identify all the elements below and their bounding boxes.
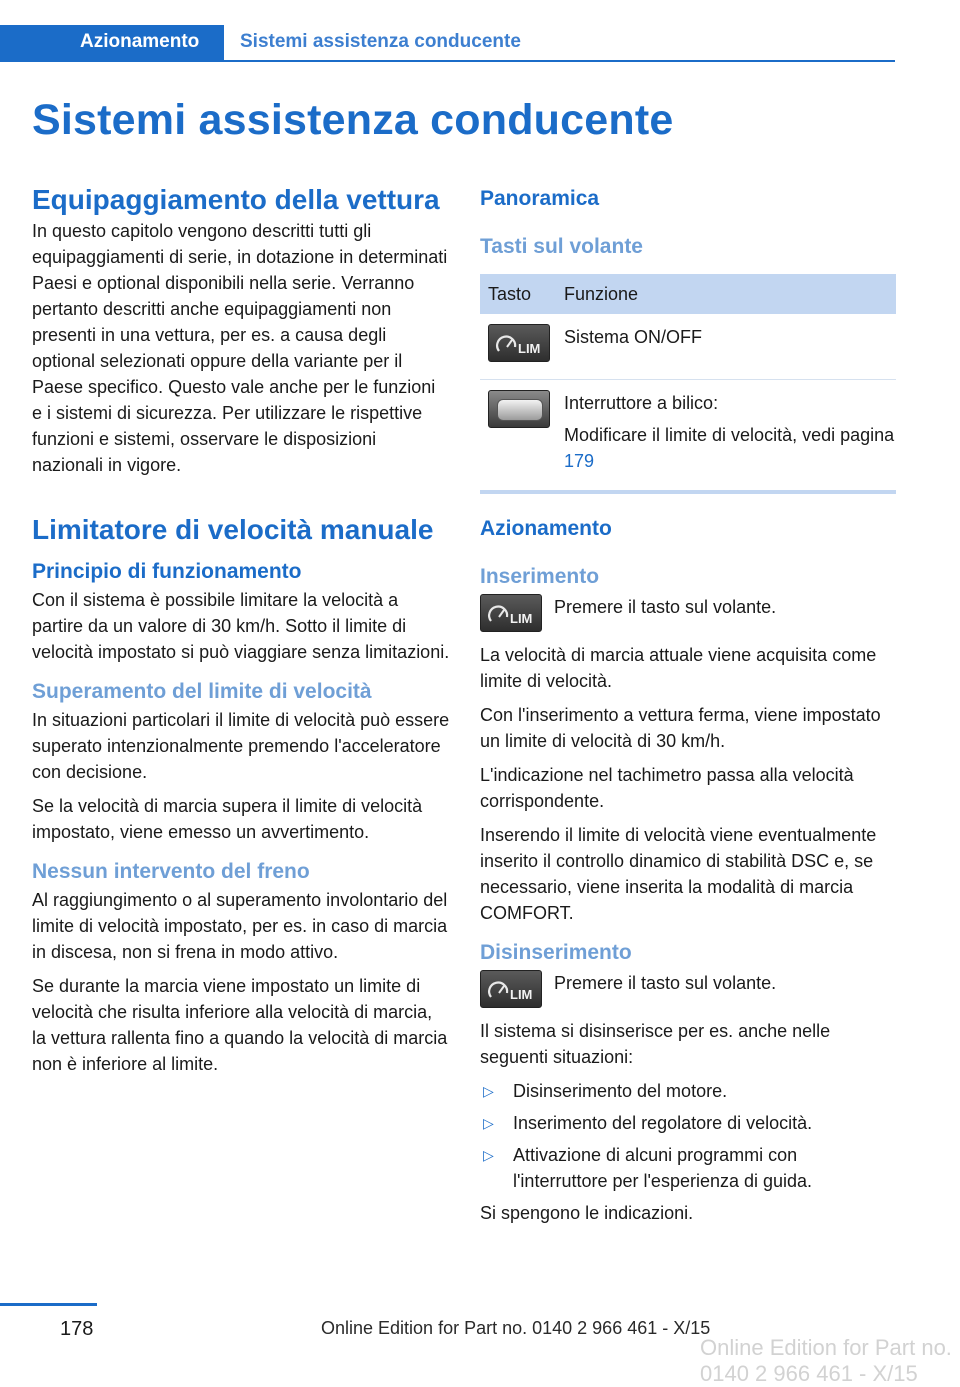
equipment-heading: Equipaggiamento della vettura <box>32 184 440 215</box>
running-header <box>0 0 960 62</box>
list-item-text: Inserimento del regolatore di velocità. <box>513 1113 813 1133</box>
table-row <box>480 380 896 493</box>
brake-text-1: Al raggiungimento o al superamento involontario del limite di velocità impostato, per es. in caso di marcia in discesa, non si frena in modo attivo. <box>32 890 448 962</box>
deactivation-text: Il sistema si disinserisce per es. anche nelle seguenti situazioni: <box>480 1021 831 1067</box>
closing-text: Si spengono le indicazioni. <box>480 1203 694 1223</box>
right-column <box>480 184 896 1234</box>
lim-button-icon <box>488 324 550 362</box>
svg-text:LIM: LIM <box>518 341 541 356</box>
table-header-key: Tasto <box>480 274 556 314</box>
watermark: Online Edition for Part no. 0140 2 966 461 - X/15 <box>700 1335 952 1386</box>
function-on-off: Sistema ON/OFF <box>564 327 703 347</box>
table-cell-key <box>480 380 556 493</box>
list-item <box>480 1142 896 1194</box>
keys-table <box>480 274 896 494</box>
activation-text-4: Inserendo il limite di velocità viene eventualmente inserito il controllo dinamico di stabilità DSC e, se necessario, viene inserita la modalità di marcia COMFORT. <box>480 825 877 923</box>
activation-text-3: L'indicazione nel tachimetro passa alla velocità corrispondente. <box>480 765 854 811</box>
list-item <box>480 1110 896 1136</box>
footer-rule <box>0 1303 97 1306</box>
deactivation-heading: Disinserimento <box>480 941 632 964</box>
function-rocker-desc-text: Modificare il limite di velocità, vedi pagina <box>564 425 895 445</box>
exceed-text-2: Se la velocità di marcia supera il limite di velocità impostato, viene emesso un avvertimento. <box>32 796 423 842</box>
principle-heading: Principio di funzionamento <box>32 560 302 583</box>
activation-text-2: Con l'inserimento a vettura ferma, viene impostato un limite di velocità di 30 km/h. <box>480 705 881 751</box>
svg-text:LIM: LIM <box>510 987 533 1002</box>
lim-button-icon <box>480 970 542 1008</box>
activation-heading: Inserimento <box>480 565 600 588</box>
exceed-text-1: In situazioni particolari il limite di velocità può essere superato intenzionalmente premendo l'acceleratore con decisione. <box>32 710 450 782</box>
header-tab-azionamento[interactable]: Azionamento <box>0 25 224 62</box>
lim-button-icon <box>480 594 542 632</box>
rocker-switch-paddle <box>497 399 543 421</box>
page-number: 178 <box>60 1318 94 1340</box>
svg-text:LIM: LIM <box>510 611 533 626</box>
table-header-row <box>480 274 896 314</box>
table-cell-function <box>556 380 896 493</box>
function-rocker-desc <box>564 422 896 474</box>
brake-heading: Nessun intervento del freno <box>32 860 310 883</box>
footer-edition: Online Edition for Part no. 0140 2 966 461 - X/15 <box>321 1318 711 1338</box>
exceed-heading: Superamento del limite di velocità <box>32 680 372 703</box>
activation-instruction <box>480 594 896 632</box>
limiter-heading: Limitatore di velocità manuale <box>32 514 434 545</box>
operation-heading: Azionamento <box>480 517 612 540</box>
rocker-switch-icon <box>488 390 550 428</box>
triangle-bullet-icon: ▷ <box>483 1147 494 1163</box>
list-item <box>480 1078 896 1104</box>
activation-press-text: Premere il tasto sul volante. <box>554 597 777 617</box>
list-item-text: Attivazione di alcuni programmi con l'interruttore per l'esperienza di guida. <box>513 1145 813 1191</box>
function-rocker: Interruttore a bilico: <box>564 393 719 413</box>
deactivation-press-text: Premere il tasto sul volante. <box>554 973 777 993</box>
page-ref-link[interactable]: 179 <box>564 451 595 471</box>
table-cell-key <box>480 314 556 380</box>
overview-heading: Panoramica <box>480 187 600 210</box>
triangle-bullet-icon: ▷ <box>483 1115 494 1131</box>
left-column <box>32 184 450 1085</box>
header-rule <box>224 60 895 62</box>
table-cell-function <box>556 314 896 380</box>
deactivation-instruction <box>480 970 896 1008</box>
list-item-text: Disinserimento del motore. <box>513 1081 728 1101</box>
deactivation-list <box>480 1078 896 1194</box>
triangle-bullet-icon: ▷ <box>483 1083 494 1099</box>
principle-text: Con il sistema è possibile limitare la velocità a partire da un valore di 30 km/h. Sotto il limite di velocità impostato si può viaggiare senza limitazioni. <box>32 590 450 662</box>
table-header-function: Funzione <box>556 274 896 314</box>
page-title: Sistemi assistenza conducente <box>32 96 674 144</box>
equipment-text: In questo capitolo vengono descritti tutti gli equipaggiamenti di serie, in dotazione in determinati Paesi e optional disponibili nella serie. Verranno pertanto descritti anche equipaggiamenti non presenti in una vettura, per es. a causa degli optional selezionati oppure della variante per il Paese specifico. Questo vale anche per le funzioni e i sistemi di sicurezza. Per utilizzare le rispettive funzioni e sistemi, osservare le disposizioni nazionali in vigore. <box>32 221 448 475</box>
header-section-title[interactable]: Sistemi assistenza conducente <box>240 31 521 52</box>
wheel-keys-heading: Tasti sul volante <box>480 235 643 258</box>
brake-text-2: Se durante la marcia viene impostato un limite di velocità che risulta inferiore alla velocità di marcia, la vettura rallenta fino a quando la velocità di marcia non è inferiore al limite. <box>32 976 448 1074</box>
activation-text-1: La velocità di marcia attuale viene acquisita come limite di velocità. <box>480 645 877 691</box>
table-row <box>480 314 896 380</box>
